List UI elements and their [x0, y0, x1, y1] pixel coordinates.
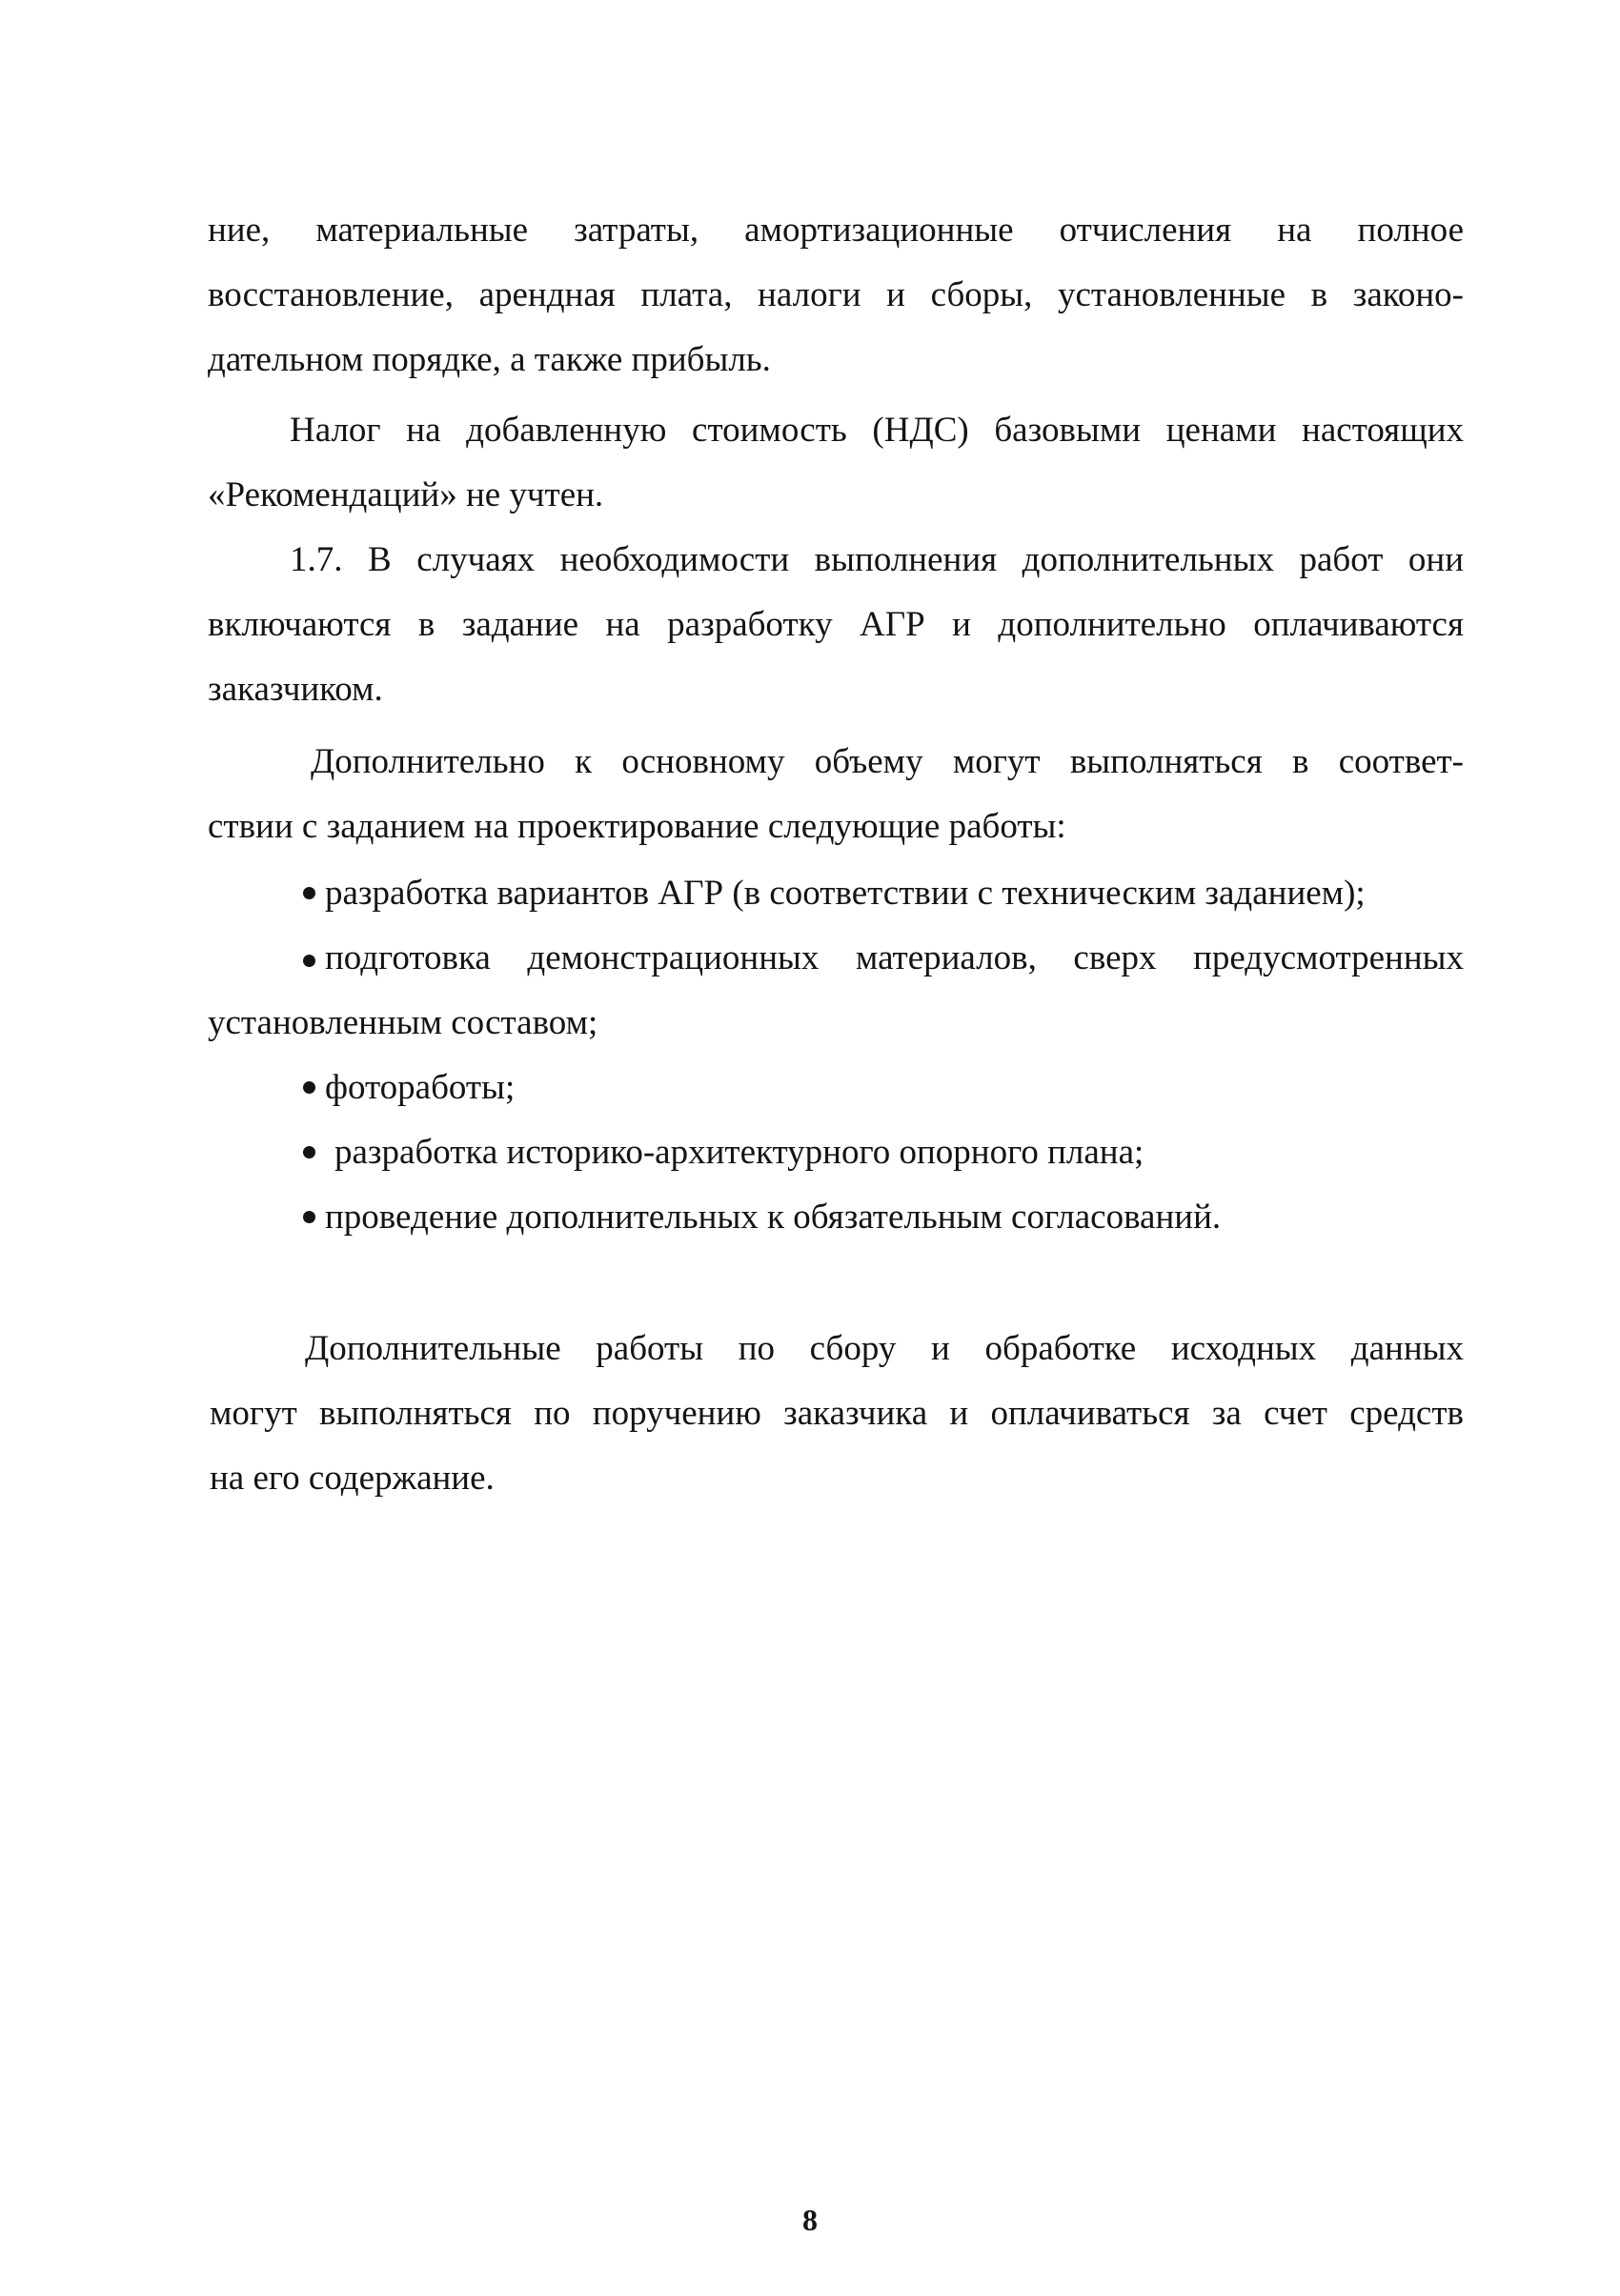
- list-item: [303, 861, 1366, 926]
- list-item-text: подготовка демонстрационных материалов, сверх предусмотренных: [325, 938, 1464, 977]
- list-item-row: [303, 926, 1464, 991]
- paragraph-line: дательном порядке, а также прибыль.: [208, 340, 771, 379]
- list-item-text: разработка вариантов АГР (в соответствии с техническим заданием);: [325, 874, 1366, 913]
- list-item: [303, 1185, 1221, 1250]
- paragraph-line: ствии с заданием на проектирование следующие работы:: [208, 807, 1066, 846]
- bullet-icon: [303, 887, 315, 899]
- list-item-continuation: установленным составом;: [208, 1003, 598, 1042]
- list-item-text: фотоработы;: [325, 1068, 516, 1107]
- paragraph-line: на его содержание.: [210, 1459, 495, 1498]
- paragraph-line: Налог на добавленную стоимость (НДС) базовыми ценами настоящих: [290, 411, 1464, 450]
- list-item: [303, 926, 1464, 991]
- list-item-text: проведение дополнительных к обязательным согласований.: [325, 1198, 1222, 1237]
- paragraph-line: заказчиком.: [208, 670, 383, 709]
- paragraph-line: могут выполняться по поручению заказчика и оплачиваться за счет средств: [210, 1394, 1464, 1433]
- bullet-icon: [303, 955, 315, 967]
- paragraph-line: 1.7. В случаях необходимости выполнения дополнительных работ они: [290, 540, 1464, 579]
- list-item: [303, 1056, 515, 1120]
- paragraph-line: восстановление, арендная плата, налоги и сборы, установленные в законо-: [208, 275, 1464, 314]
- bullet-icon: [303, 1146, 315, 1158]
- list-item: [303, 1120, 1144, 1185]
- paragraph-line: включаются в задание на разработку АГР и дополнительно оплачиваются: [208, 605, 1464, 644]
- page-number: 8: [802, 2203, 818, 2237]
- paragraph-line: Дополнительные работы по сбору и обработке исходных данных: [305, 1329, 1464, 1368]
- bullet-icon: [303, 1211, 315, 1223]
- paragraph-line: «Рекомендаций» не учтен.: [208, 475, 604, 514]
- list-item-text: разработка историко-архитектурного опорного плана;: [334, 1133, 1144, 1172]
- bullet-icon: [303, 1081, 315, 1094]
- paragraph-line: ние, материальные затраты, амортизационные отчисления на полное: [208, 211, 1464, 250]
- paragraph-line: Дополнительно к основному объему могут выполняться в соответ-: [311, 742, 1464, 781]
